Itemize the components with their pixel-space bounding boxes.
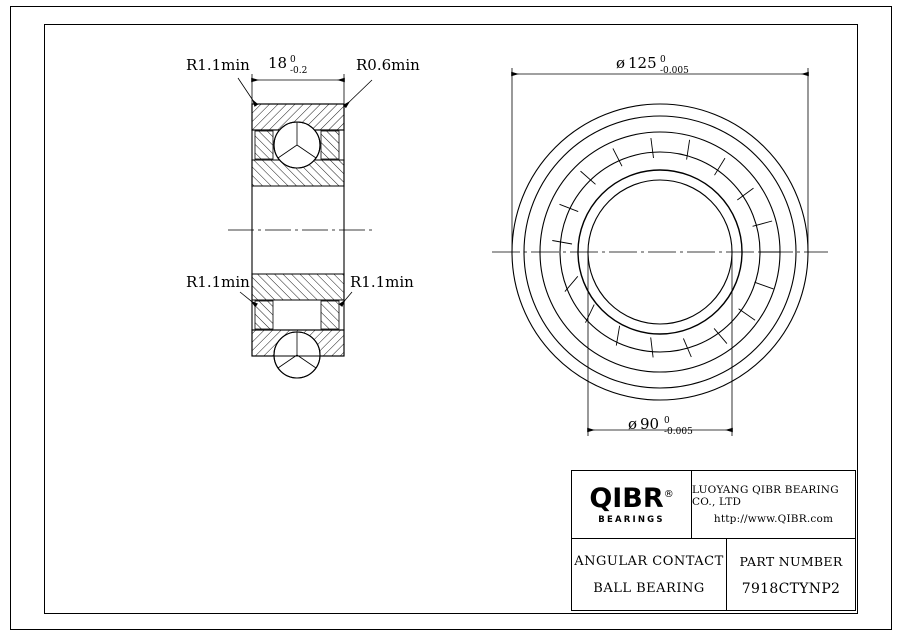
label-outer-dia-value: 125	[628, 54, 657, 72]
logo-subtitle: BEARINGS	[598, 514, 665, 525]
part-number-value: 7918CTYNP2	[741, 580, 841, 597]
title-block-body	[572, 539, 855, 611]
label-outer-dia-tol-lower: -0.005	[660, 66, 689, 76]
label-width-tol-lower: -0.2	[290, 66, 308, 76]
logo-wordmark: QIBR	[589, 482, 664, 514]
title-block	[571, 470, 856, 611]
cross-section-view	[228, 92, 372, 378]
label-width-tol-upper: 0	[290, 55, 296, 65]
label-r06min-top-right: R0.6min	[356, 56, 420, 74]
registered-trademark-icon: ®	[663, 488, 674, 500]
company-url[interactable]: http://www.QIBR.com	[713, 513, 834, 525]
product-description-line1: ANGULAR CONTACT	[574, 554, 724, 569]
company-name: LUOYANG QIBR BEARING CO., LTD	[692, 484, 839, 508]
label-width-value: 18	[268, 54, 288, 72]
cage-pockets	[552, 138, 780, 357]
logo-text	[589, 482, 674, 514]
label-bore-dia-value: 90	[640, 415, 660, 433]
label-outer-dia-tol-upper: 0	[660, 55, 666, 65]
part-number-label: PART NUMBER	[739, 553, 843, 569]
front-view	[492, 86, 828, 420]
brand-logo	[572, 471, 692, 538]
label-bore-dia-tol-upper: 0	[664, 416, 670, 426]
dimension-width	[252, 74, 344, 104]
part-number-block	[727, 539, 855, 611]
label-outer-dia-symbol: ø	[616, 54, 626, 72]
label-r11min-bottom-right: R1.1min	[350, 273, 414, 291]
title-block-header	[572, 471, 855, 539]
company-info	[692, 471, 855, 538]
label-bore-dia-tol-lower: -0.005	[664, 427, 693, 437]
label-r11min-top-left: R1.1min	[186, 56, 250, 74]
label-r11min-bottom-left: R1.1min	[186, 273, 250, 291]
label-bore-dia-symbol: ø	[628, 415, 638, 433]
product-description	[572, 539, 727, 611]
product-description-line2: BALL BEARING	[593, 581, 705, 596]
